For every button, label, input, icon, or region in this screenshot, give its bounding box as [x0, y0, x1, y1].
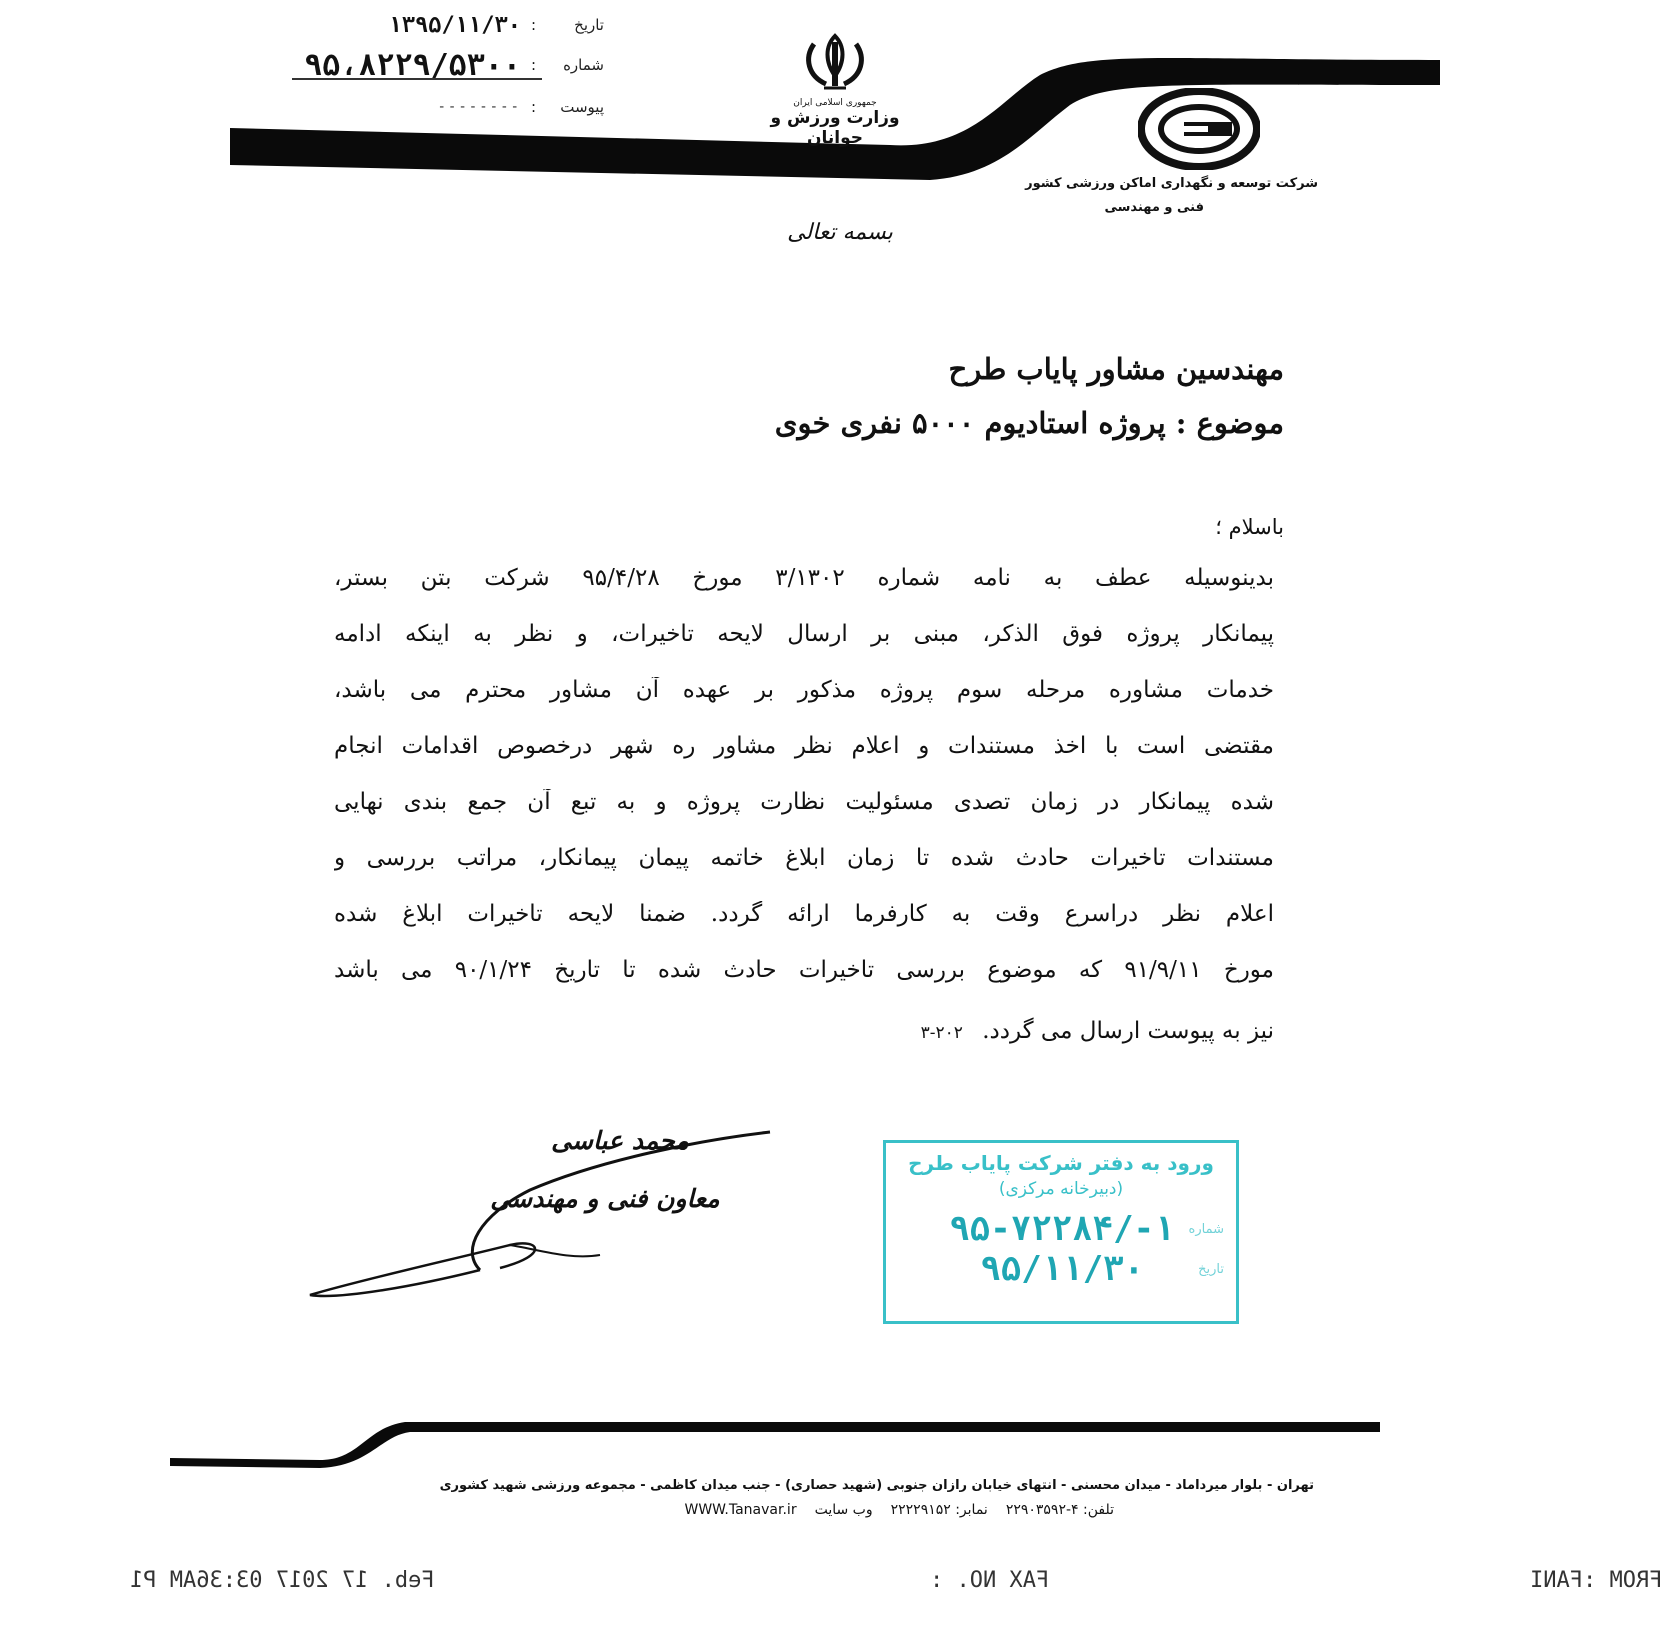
- received-stamp: [883, 1140, 1239, 1324]
- body-last-text: نیز به پیوست ارسال می گردد.: [982, 1018, 1274, 1044]
- ministry-block: [740, 32, 930, 148]
- footer-phone: تلفن: ۴-۲۲۹۰۳۵۹۲: [1005, 1502, 1114, 1518]
- date-row: تاریخ : ۱۳۹۵/۱۱/۳۰: [388, 12, 604, 38]
- number-value: ۹۵،۸۲۲۹/۵۳۰۰: [304, 47, 521, 83]
- handwritten-note: بسمه تعالی: [787, 220, 893, 245]
- stamp-date-label: تاریخ: [1198, 1261, 1224, 1277]
- body-last-code: ۲۰۲-۳: [920, 1023, 963, 1043]
- footer-website: WWW.Tanavar.ir: [684, 1502, 797, 1518]
- fax-header-left: Feb. 17 2017 03:36AM P1: [130, 1568, 435, 1593]
- company-logo-icon: [1138, 88, 1260, 170]
- signatory-title: معاون فنی و مهندسی: [490, 1184, 720, 1213]
- body-line: خدمات مشاوره مرحله سوم پروژه مذکور بر عهده آن مشاور محترم می باشد،: [334, 677, 1274, 703]
- attachment-label: پیوست: [560, 98, 604, 116]
- handwritten-signature: [300, 1120, 780, 1320]
- fax-header-middle: FAX NO. :: [930, 1568, 1050, 1593]
- stamp-line1: ورود به دفتر شرکت پایاب طرح: [908, 1151, 1214, 1175]
- stamp-number-value: ۱-/۹۵-۷۲۲۸۴: [949, 1209, 1175, 1249]
- footer-contact-row: [414, 1502, 1114, 1518]
- stamp-date-value: ۹۵/۱۱/۳۰: [980, 1249, 1145, 1289]
- body-last-line: [774, 1018, 1274, 1044]
- stamp-date-row: [886, 1249, 1236, 1289]
- footer-band: [170, 1408, 1380, 1468]
- iran-emblem-icon: [800, 32, 870, 94]
- number-row: شماره : ۹۵،۸۲۲۹/۵۳۰۰: [304, 47, 604, 83]
- date-value: ۱۳۹۵/۱۱/۳۰: [388, 12, 521, 38]
- body-line: مقتضی است با اخذ مستندات و اعلام نظر مشاور ره شهر درخصوص اقدامات انجام: [334, 733, 1274, 759]
- number-label: شماره: [563, 56, 604, 74]
- stamp-number-label: شماره: [1188, 1221, 1224, 1237]
- recipient-line: مهندسین مشاور پایاب طرح: [948, 352, 1284, 386]
- signatory-name: محمد عباسی: [551, 1126, 689, 1155]
- body-line: مستندات تاخیرات حادث شده تا زمان ابلاغ خاتمه پیمان پیمانکار، مراتب بررسی و: [334, 845, 1274, 871]
- footer-website-label: وب سایت: [814, 1502, 873, 1518]
- date-label: تاریخ: [574, 16, 604, 34]
- stamp-line2: (دبیرخانه مرکزی): [998, 1179, 1124, 1199]
- company-dept: فنی و مهندسی: [1104, 200, 1204, 215]
- body-line: اعلام نظر دراسرع وقت به کارفرما ارائه گردد. ضمنا لایحه تاخیرات ابلاغ شده: [334, 901, 1274, 927]
- number-underline: [292, 78, 542, 80]
- footer-fax: نمابر: ۲۲۲۲۹۱۵۲: [890, 1502, 988, 1518]
- subject-line: موضوع : پروژه استادیوم ۵۰۰۰ نفری خوی: [774, 406, 1284, 440]
- body-line: بدینوسیله عطف به نامه شماره ۳/۱۳۰۲ مورخ ۹۵/۴/۲۸ شرکت بتن بستر،: [334, 565, 1274, 591]
- body-line: پیمانکار پروژه فوق الذکر، مبنی بر ارسال لایحه تاخیرات، و نظر به اینکه ادامه: [334, 621, 1274, 647]
- body-line: شده پیمانکار در زمان تصدی مسئولیت نظارت پروژه و به تبع آن جمع بندی نهایی: [334, 789, 1274, 815]
- greeting: باسلام ؛: [1215, 515, 1284, 539]
- attachment-row: پیوست : --------: [437, 98, 604, 116]
- fax-header-right: FROM :FANI: [1530, 1568, 1663, 1593]
- footer-address: تهران - بلوار میرداماد - میدان محسنی - انتهای خیابان رازان جنوبی (شهید حصاری) - جنب میدان کاظمی - مجموعه ورزشی شهید کشوری: [439, 1478, 1314, 1493]
- stamp-number-row: [886, 1209, 1236, 1249]
- body-line: مورخ ۹۱/۹/۱۱ که موضوع بررسی تاخیرات حادث شده تا تاریخ ۹۰/۱/۲۴ می باشد: [334, 957, 1274, 983]
- attachment-value: --------: [437, 99, 521, 115]
- company-name: شرکت توسعه و نگهداری اماکن ورزشی کشور: [1025, 176, 1318, 191]
- ministry-top-line: جمهوری اسلامی ایران: [793, 98, 877, 108]
- ministry-name: وزارت ورزش و جوانان: [770, 108, 900, 148]
